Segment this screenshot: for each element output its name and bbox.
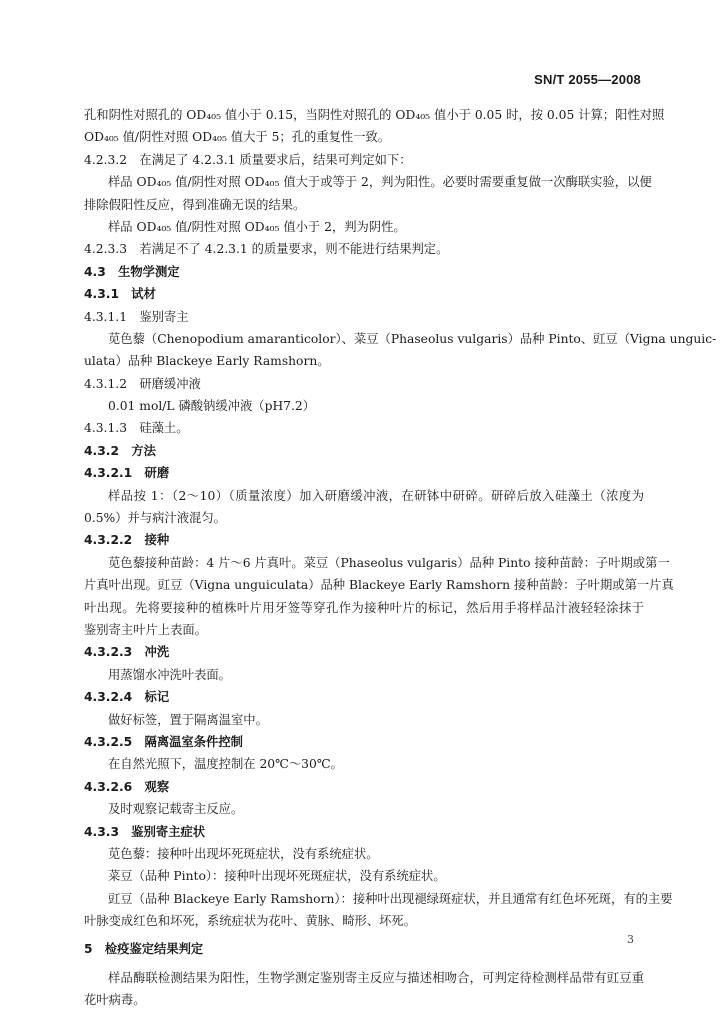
- text-line: 4.3.2.6 观察: [84, 779, 170, 794]
- text-line: 苋色藜：接种叶出现坏死斑症状，没有系统症状。: [108, 846, 379, 861]
- standard-code-header: SN/T 2055—2008: [534, 72, 641, 87]
- text-line: 花叶病毒。: [84, 993, 146, 1008]
- text-line: 样品 OD₄₀₅ 值/阴性对照 OD₄₀₅ 值大于或等于 2，判为阳性。必要时需要重复做一次酶联实验，以便: [108, 175, 652, 190]
- text-line: 4.3.2.2 接种: [84, 533, 170, 548]
- text-line: 叶出现。先将要接种的植株叶片用牙签等穿孔作为接种叶片的标记，然后用手将样品汁液轻轻涂抹于: [84, 600, 644, 615]
- text-line: 5 检疫鉴定结果判定: [84, 942, 204, 957]
- text-line: 4.3.2.3 冲洗: [84, 645, 170, 660]
- text-line: 样品按 1：（2～10）（质量浓度）加入研磨缓冲液，在研钵中研碎。研碎后放入硅藻土（浓度为: [108, 488, 644, 503]
- text-line: ulata）品种 Blackeye Early Ramshorn。: [84, 354, 330, 369]
- text-line: 豇豆（品种 Blackeye Early Ramshorn）：接种叶出现褪绿斑症状，并且通常有红色坏死斑，有的主要: [108, 891, 673, 906]
- text-line: 0.01 mol/L 磷酸钠缓冲液（pH7.2）: [108, 399, 316, 414]
- text-line: 苋色藜接种苗龄：4 片～6 片真叶。菜豆（Phaseolus vulgaris）品种 Pinto 接种苗龄：子叶期或第一: [108, 555, 670, 570]
- page-number: 3: [627, 933, 634, 946]
- text-line: 在自然光照下，温度控制在 20℃～30℃。: [108, 757, 343, 772]
- text-line: 片真叶出现。豇豆（Vigna unguiculata）品种 Blackeye Early Ramshorn 接种苗龄：子叶期或第一片真: [84, 578, 674, 593]
- text-line: 0.5%）并与病汁液混匀。: [84, 511, 226, 526]
- text-line: 4.3.1.3 硅藻土。: [84, 421, 189, 436]
- text-line: 4.2.3.3 若满足不了 4.2.3.1 的质量要求，则不能进行结果判定。: [84, 242, 449, 257]
- text-line: 样品 OD₄₀₅ 值/阴性对照 OD₄₀₅ 值小于 2，判为阴性。: [108, 219, 406, 234]
- text-line: 4.3.2.5 隔离温室条件控制: [84, 734, 243, 749]
- text-line: 样品酶联检测结果为阳性，生物学测定鉴别寄主反应与描述相吻合，可判定待检测样品带有豇豆重: [108, 970, 644, 985]
- text-line: 4.2.3.2 在满足了 4.2.3.1 质量要求后，结果可判定如下：: [84, 152, 412, 167]
- text-line: OD₄₀₅ 值/阴性对照 OD₄₀₅ 值大于 5；孔的重复性一致。: [84, 130, 391, 145]
- text-line: 4.3.1 试材: [84, 287, 156, 302]
- text-line: 用蒸馏水冲洗叶表面。: [108, 667, 231, 682]
- text-line: 4.3.2.1 研磨: [84, 466, 170, 481]
- text-line: 做好标签，置于隔离温室中。: [108, 712, 268, 727]
- text-line: 4.3.2 方法: [84, 443, 156, 458]
- text-line: 及时观察记载寄主反应。: [108, 802, 244, 817]
- text-line: 4.3 生物学测定: [84, 264, 180, 279]
- text-line: 4.3.2.4 标记: [84, 690, 170, 705]
- text-line: 4.3.1.2 研磨缓冲液: [84, 376, 201, 391]
- text-line: 孔和阴性对照孔的 OD₄₀₅ 值小于 0.15，当阴性对照孔的 OD₄₀₅ 值小于 0.05 时，按 0.05 计算；阳性对照: [84, 108, 665, 122]
- text-line: 4.3.1.1 鉴别寄主: [84, 309, 189, 324]
- text-line: 排除假阳性反应，得到准确无误的结果。: [84, 197, 306, 212]
- text-line: 苋色藜（Chenopodium amaranticolor）、菜豆（Phaseolus vulgaris）品种 Pinto、豇豆（Vigna unguic-: [108, 331, 717, 346]
- text-line: 4.3.3 鉴别寄主症状: [84, 824, 206, 839]
- text-line: 鉴别寄主叶片上表面。: [84, 622, 207, 637]
- document-body: [84, 104, 717, 1012]
- text-line: 叶脉变成红色和坏死，系统症状为花叶、黄脉、畸形、坏死。: [84, 914, 417, 929]
- text-line: 菜豆（品种 Pinto）：接种叶出现坏死斑症状，没有系统症状。: [108, 869, 446, 884]
